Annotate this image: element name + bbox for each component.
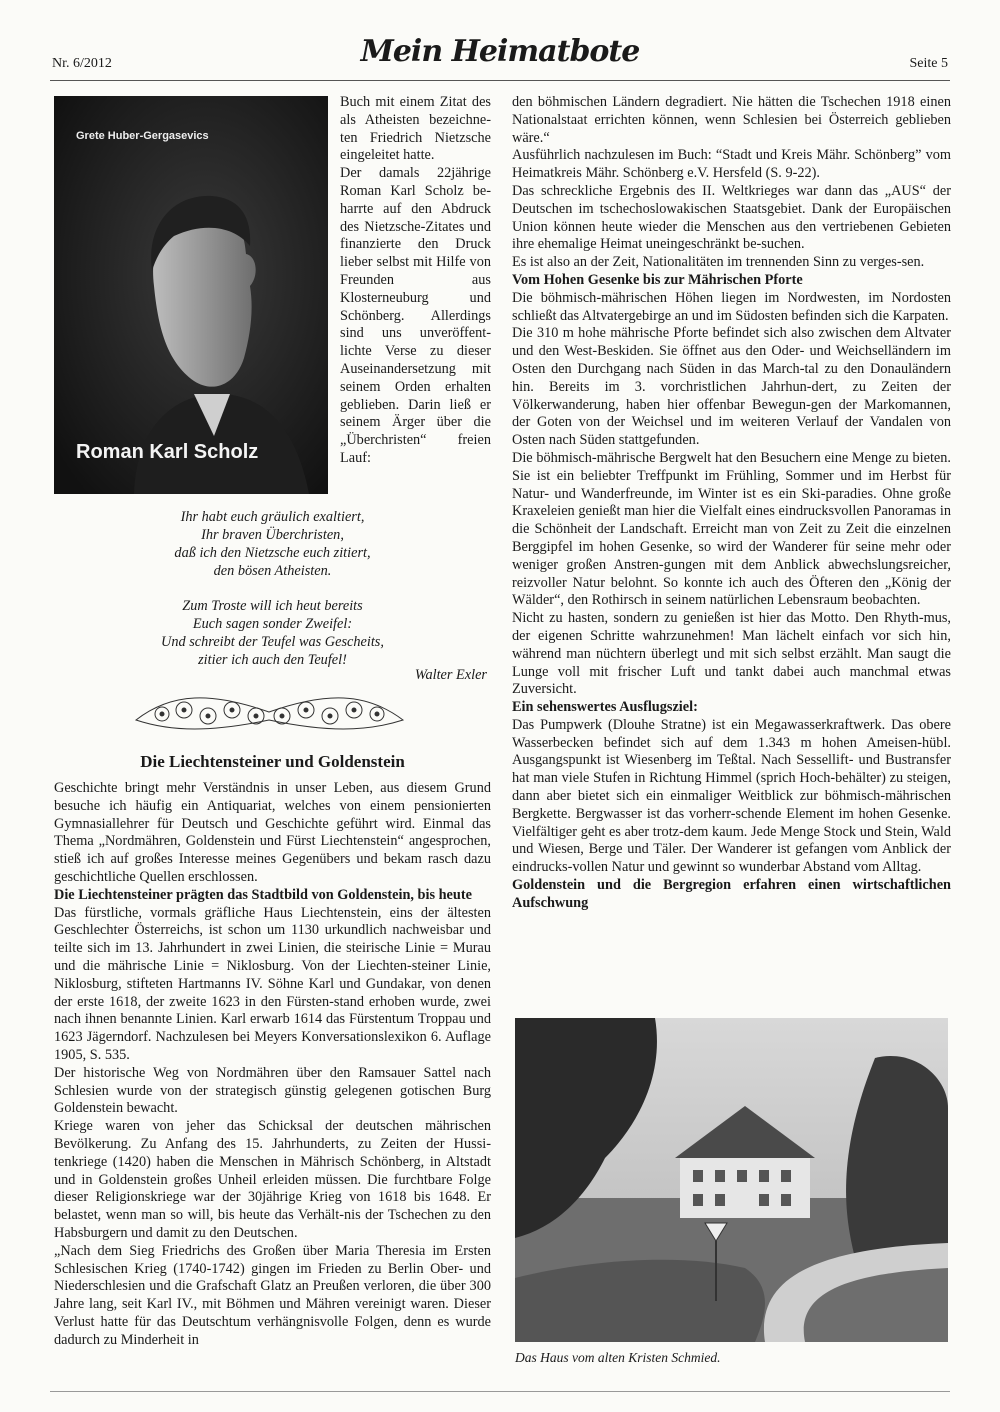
article-title: Die Liechtensteiner und Goldenstein [140, 752, 405, 771]
poem-line: Ihr braven Überchristen, [201, 527, 344, 543]
poem-line: zitier ich auch den Teufel! [198, 652, 347, 668]
portrait-image [54, 96, 328, 494]
side-paragraph: Buch mit einem Zitat des als Atheisten bezeichne-ten Friedrich Nietzsche eingeleitet hatte. [340, 94, 491, 164]
article-paragraph: „Nach dem Sieg Friedrichs des Großen über Maria Theresia im Ersten Schlesischen Krieg (1740-1742) gingen im Frieden zu Berlin Ober- und Niederschlesien und die Grafschaft Glatz an Preußen verloren, die über 300 Jahre lang, seit Karl IV., mit Böhmen und Mähren vereinigt waren. Dieser Verlust hatte für das Deutschtum verhängnisvolle Folgen, denn es wurde dadurch zu Minderheit in [54, 1242, 491, 1348]
side-column [340, 94, 491, 468]
page-number: Seite 5 [909, 56, 948, 71]
poem-line: daß ich den Nietzsche euch zitiert, [174, 545, 371, 561]
photo-caption: Das Haus vom alten Kristen Schmied. [515, 1350, 721, 1365]
article-paragraph: Die böhmisch-mährischen Höhen liegen im Nordwesten, im Nordosten schließt das Altvatergebirge an und im Südosten befinden sich die Karpaten. [512, 289, 951, 324]
article-paragraph: Das Pumpwerk (Dlouhe Stratne) ist ein Megawasserkraftwerk. Das obere Wasserbecken befindet sich auf dem 1.343 m hohen Ameisen-hübl. Ausgangspunkt ist Wiesenberg im Teßtal. Nach Sessellift- und Bustransfer hat man viele Stufen in Richtung Himmel (sprich Hoch-behälter) zu steigen, dann aber bietet sich ein einmaliger Weitblick zur böhmisch-mährischen Bergkette. Bergwasser ist das vorherr-schende Element im hohen Gesenke. Vielfältiger geht es aber trotz-dem kaum. Jede Menge Stock und Stein, Wald und Wiesen, Berge und Täler. Der Wanderer ist gefangen vom Anblick der eindrucks-vollen Natur und gewinnt so wunderbar Abstand vom Alltag. [512, 716, 951, 876]
photo-credit: Grete Huber-Gergasevics [76, 130, 209, 142]
article-left-column [54, 780, 491, 1350]
article-paragraph: den böhmischen Ländern degradiert. Nie hätten die Tschechen 1918 einen Nationalstaat errichten können, wenn Schlesien bei Österreich geblieben wäre.“ [512, 94, 951, 146]
issue-number: Nr. 6/2012 [52, 56, 112, 71]
section-heading: Vom Hohen Gesenke bis zur Mährischen Pforte [512, 271, 803, 288]
poem-line: Euch sagen sonder Zweifel: [192, 616, 353, 632]
house-photo [515, 1018, 948, 1342]
poem-author: Walter Exler [414, 667, 487, 683]
footer-rule [50, 1391, 950, 1392]
poem-line: Zum Troste will ich heut bereits [182, 598, 363, 614]
article-paragraph: Die 310 m hohe mährische Pforte befindet sich also zwischen dem Altvater und den West-Beskiden. Sie öffnet aus den Oder- und Weichselländern im Osten den Durchgang nach Süden in das March-tal zu den Donauländern hin. Bereits im 3. vorchristlichen Jahrhun-dert, zu Zeiten der Völkerwanderung, haben hier offenbar Bewegun-gen der Markomannen, der Goten von der Weichsel und im weiteren Verlauf der Vandalen von Osten nach Süden stattgefunden. [512, 325, 951, 449]
article-paragraph: Das fürstliche, vormals gräfliche Haus Liechtenstein, eins der ältesten Geschlechter Österreichs, ist schon um 1130 urkundlich nachweisbar und teilte sich im 13. Jahrhundert in zwei Linien, die steirische Linie = Murau und die mährische Linie = Niklosburg. Von der Liechten-steiner Linie, Niklosburg, stifteten Hartmanns IV. Söhne Karl und Gundakar, von denen der erste 1618, der zweite 1623 in den Fürsten-stand erhoben wurde, zwei nach ihnen benannte Linien. Karl erwarb 1614 das Fürstentum Troppau und 1623 Jägerndorf. Nachzulesen bei Meyers Konversationslexikon 6. Auflage 1905, S. 535. [54, 904, 491, 1063]
article-paragraph: Der historische Weg von Nordmähren über den Ramsauer Sattel nach Schlesien wurde von der strategisch günstig gelegenen gotischen Burg Goldenstein bewacht. [54, 1064, 491, 1117]
portrait-photo [54, 96, 328, 494]
poem [54, 508, 491, 686]
article-right-column [512, 94, 951, 913]
section-heading: Die Liechtensteiner prägten das Stadtbild von Goldenstein, bis heute [54, 886, 472, 903]
house-image [515, 1018, 948, 1342]
article-paragraph: Kriege waren von jeher das Schicksal der deutschen mährischen Bevölkerung. Zu Anfang des 15. Jahrhunderts, zu Zeiten der Hussi-tenkriege (1420) haben die Menschen in Mährisch Schönberg, in Altstadt und in Goldenstein großes Unheil erleiden müssen. Die furchtbare Folge dieser Religionskriege war der 30jährige Krieg von 1618 bis 1648. Er belastet, wenn man so will, bis heute das Verhält-nis der Tschechen zu den Habsburgern und damit zu den Deutschen. [54, 1118, 491, 1241]
article-paragraph: Ausführlich nachzulesen im Buch: “Stadt und Kreis Mähr. Schönberg” vom Heimatkreis Mähr. Schönberg e.V. Hersfeld (S. 9-22). [512, 147, 951, 182]
article-paragraph: Nicht zu hasten, sondern zu genießen ist hier das Motto. Den Rhyth-mus, der eigenen Schritte wahrzunehmen! Man lächelt einfach vor sich hin, während man nüchtern überlegt und mit sich selbst erzählt. Man saugt die Lunge voll mit frischer Luft und tankt dabei auch manchmal etwas Zuversicht. [512, 610, 951, 698]
article-paragraph: Geschichte bringt mehr Verständnis in unser Leben, aus diesem Grund besuche ich häufig ein Antiquariat, welches von einem pensionierten Gymnasiallehrer für Deutsch und Geschichte geführt wird. Einmal das Thema „Nordmähren, Goldenstein und Fürst Liechtenstein“ angesprochen, stieß ich auf großes Interesse meines Gegenübers und bekam rasch dazu geschichtliche Quellen erschlossen. [54, 780, 491, 885]
poem-stanza [54, 597, 491, 669]
poem-line: Ihr habt euch gräulich exaltiert, [180, 509, 365, 525]
poem-line: den bösen Atheisten. [213, 563, 332, 579]
section-heading: Goldenstein und die Bergregion erfahren einen wirtschaftlichen Aufschwung [512, 877, 951, 911]
poem-line: Und schreibt der Teufel was Gescheits, [161, 634, 384, 650]
article-paragraph: Die böhmisch-mährische Bergwelt hat den Besuchern eine Menge zu bieten. Sie ist ein beliebter Treffpunkt im Frühling, Sommer und im Herbst für Natur- und Wanderfreunde, im Winter ist es ein Ski-paradies. Ohne große Kraxeleien genießt man hier die Vielfalt eines eindrucksvollen Panoramas in die Schönheit der Landschaft. Erreicht man von Zeit zu Zeit die einzelnen Berggipfel im hohen Gesenke, so wird der Wanderer für seine mehr oder weniger großen Anstren-gungen mit dem Anblick abwechslungsreicher, reizvoller Natur belohnt. So konnte ich auch des Öfteren den „König der Wälder“, den Rothirsch in seinem natürlichen Lebensraum beobachten. [512, 449, 951, 609]
photo-caption: Roman Karl Scholz [76, 441, 259, 463]
side-paragraph: Der damals 22jährige Roman Karl Scholz be-harrte auf den Abdruck des Nietzsche-Zitates und finanzierte den Druck lieber selbst mit Hilfe von Freunden aus Klosterneuburg und Schönberg. Allerdings sind uns unveröffent-lichte Verse zu dieser Auseinandersetzung mit seinem Orden erhalten geblieben. Darin ließ er seinem Ärger über die „Überchristen“ freien Lauf: [340, 165, 491, 466]
poem-stanza [54, 508, 491, 580]
flower-ornament-icon [132, 690, 407, 734]
section-heading: Ein sehenswertes Ausflugsziel: [512, 699, 698, 716]
article-paragraph: Es ist also an der Zeit, Nationalitäten im trennenden Sinn zu verges-sen. [512, 254, 925, 271]
header-rule [50, 80, 950, 81]
article-paragraph: Das schreckliche Ergebnis des II. Weltkrieges war dann das „AUS“ der Deutschen im tschechoslowakischen Staatsgebiet. Dank der Europäischen Union können heute wieder die Menschen aus den vertriebenen Gebieten ihre ehemalige Heimat uneingeschränkt be-suchen. [512, 182, 951, 253]
masthead-title: Mein Heimatbote [360, 34, 640, 69]
